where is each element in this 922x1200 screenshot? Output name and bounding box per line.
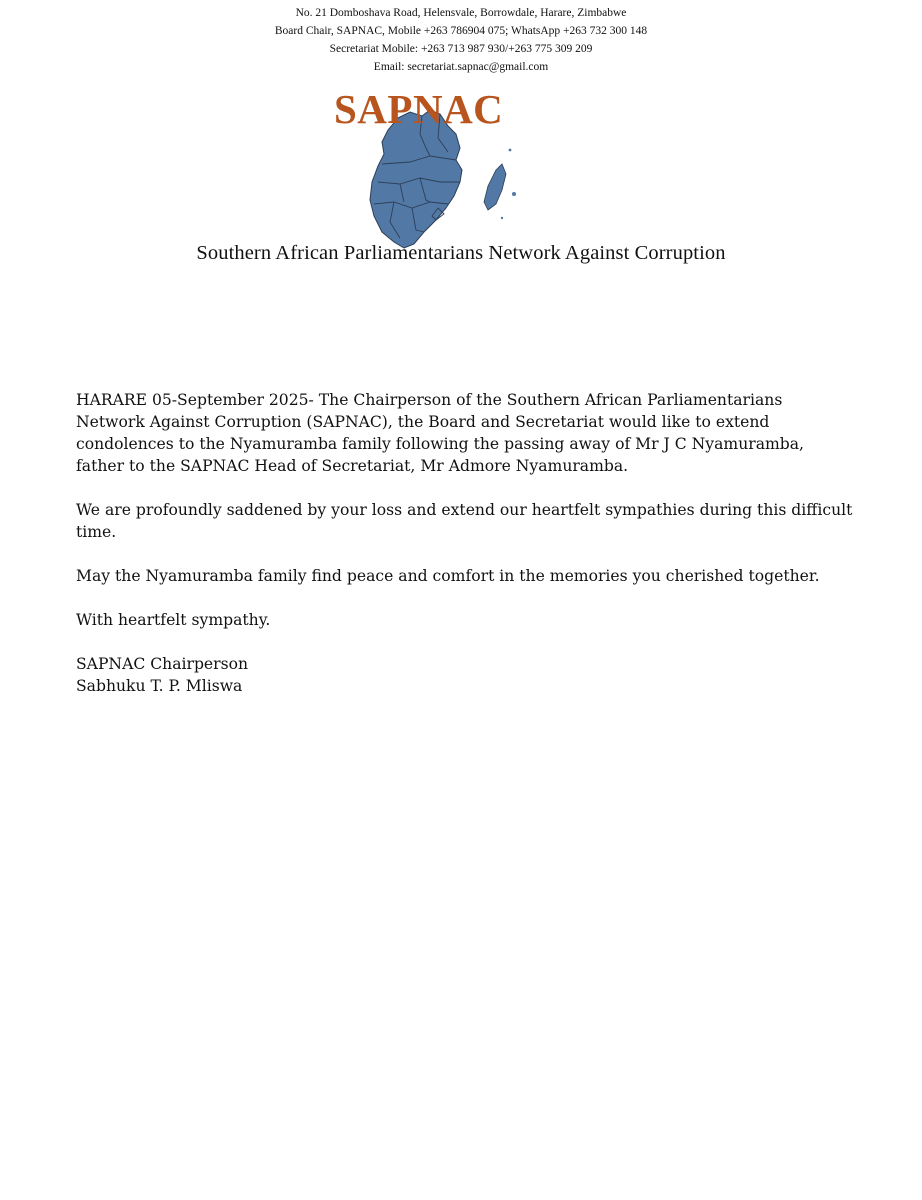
signature-title: SAPNAC Chairperson — [76, 655, 249, 673]
paragraph-closing: With heartfelt sympathy. — [76, 611, 271, 629]
island-dot — [501, 217, 503, 219]
organization-name: Southern African Parliamentarians Network Against Corruption — [196, 242, 726, 264]
logo-wordmark: SAPNAC — [334, 86, 504, 132]
paragraph-peace: May the Nyamuramba family find peace and comfort in the memories you cherished together. — [76, 567, 820, 585]
board-chair-line: Board Chair, SAPNAC, Mobile +263 786904 075; WhatsApp +263 732 300 148 — [274, 25, 648, 37]
sapnac-logo — [330, 84, 520, 250]
signature-name: Sabhuku T. P. Mliswa — [76, 677, 243, 695]
secretariat-line: Secretariat Mobile: +263 713 987 930/+263 775 309 209 — [329, 43, 593, 55]
letterhead — [0, 4, 922, 76]
address-line: No. 21 Domboshava Road, Helensvale, Borrowdale, Harare, Zimbabwe — [295, 7, 627, 19]
email-line: Email: secretariat.sapnac@gmail.com — [373, 61, 549, 73]
madagascar-shape — [484, 164, 506, 210]
paragraph-announcement: HARARE 05-September 2025- The Chairperson of the Southern African Parliamentarians Network Against Corruption (SAPNAC), the Board and Secretariat would like to extend condolences to the Nyamuramba family following the passing away of Mr J C Nyamuramba, father to the SAPNAC Head of Secretariat, Mr Admore Nyamuramba. — [76, 391, 805, 475]
island-dot — [512, 192, 516, 196]
letter-body — [76, 389, 856, 697]
island-dot — [509, 149, 512, 152]
paragraph-sympathy: We are profoundly saddened by your loss and extend our heartfelt sympathies during this difficult time. — [76, 501, 853, 541]
signature-block — [76, 653, 856, 697]
